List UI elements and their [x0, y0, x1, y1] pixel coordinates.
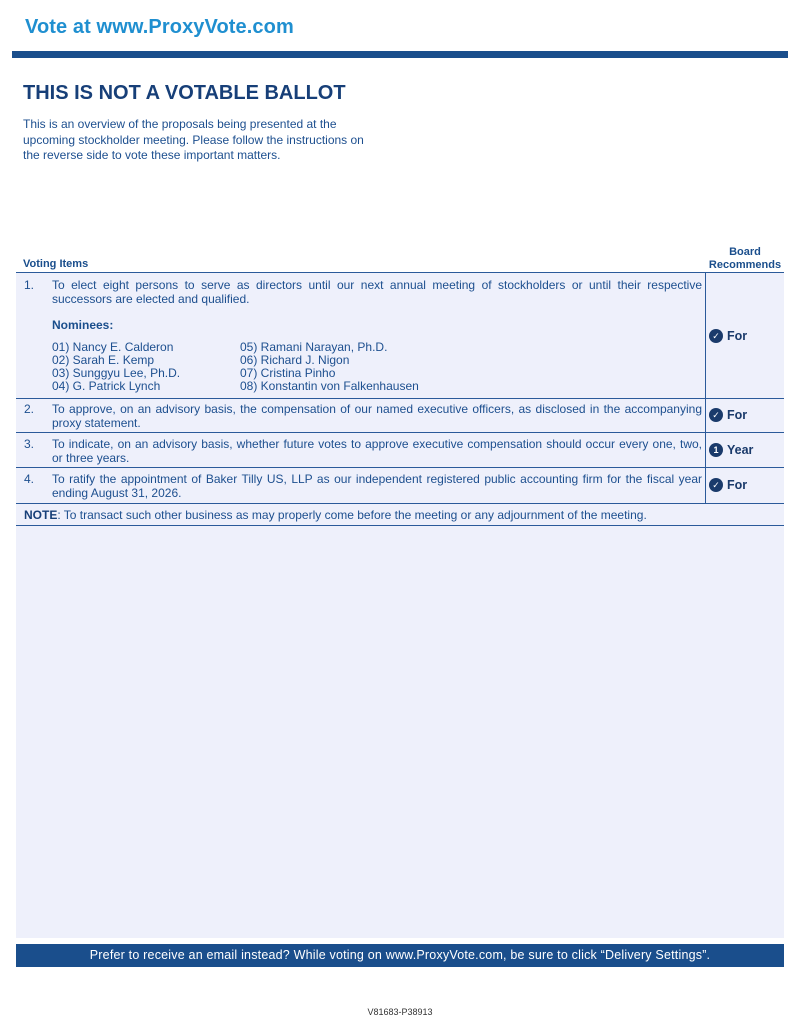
item-text: To ratify the appointment of Baker Tilly US, LLP as our independent registered public accounting firm for the fiscal year ending August 31, 2026. — [52, 472, 702, 500]
nominee: 04) G. Patrick Lynch — [52, 379, 161, 393]
item-number: 2. — [24, 402, 35, 416]
note-text — [24, 508, 647, 522]
nominees-label: Nominees: — [52, 318, 114, 332]
recommendation-label: For — [727, 329, 748, 343]
recommendation-label: For — [727, 478, 748, 492]
nominee: 02) Sarah E. Kemp — [52, 353, 155, 367]
check-icon: ✓ — [709, 408, 723, 422]
check-icon: ✓ — [709, 478, 723, 492]
item-text: To elect eight persons to serve as directors until our next annual meeting of stockholders or until their respective successors are elected and qualified. — [52, 278, 702, 306]
voting-items-header: Voting Items — [23, 258, 89, 270]
document-code: V81683-P38913 — [367, 1007, 433, 1017]
table-divider — [16, 503, 784, 504]
recommendation-item-1 — [709, 329, 747, 343]
item-text: To indicate, on an advisory basis, whether future votes to approve executive compensation should occur every one, two, or three years. — [52, 437, 702, 465]
check-icon: ✓ — [709, 329, 723, 343]
board-header-line: Board — [729, 246, 761, 258]
recommendation-item-3 — [709, 443, 753, 457]
intro-line: the reverse side to vote these important matters. — [23, 148, 281, 162]
one-icon: 1 — [709, 443, 723, 457]
intro-line: This is an overview of the proposals being presented at the — [23, 117, 337, 131]
table-divider — [16, 467, 784, 468]
board-recommends-header — [700, 246, 790, 272]
recommendation-label: Year — [727, 443, 754, 457]
recommendation-item-4 — [709, 478, 747, 492]
recommendation-item-2 — [709, 408, 747, 422]
nominee: 07) Cristina Pinho — [240, 366, 336, 380]
item-number: 4. — [24, 472, 35, 486]
board-header-line: Recommends — [708, 259, 782, 271]
recommendation-column-divider — [705, 272, 706, 503]
ballot-intro — [23, 117, 403, 164]
item-number: 1. — [24, 278, 35, 292]
note-body: : To transact such other business as may properly come before the meeting or any adjournment of the meeting. — [57, 508, 647, 522]
table-divider — [16, 525, 784, 526]
nominee: 03) Sunggyu Lee, Ph.D. — [52, 366, 181, 380]
item-number: 3. — [24, 437, 35, 451]
nominee: 08) Konstantin von Falkenhausen — [240, 379, 419, 393]
recommendation-label: For — [727, 408, 748, 422]
nominee: 01) Nancy E. Calderon — [52, 340, 174, 354]
table-divider — [16, 432, 784, 433]
ballot-title: THIS IS NOT A VOTABLE BALLOT — [23, 82, 346, 104]
table-divider — [16, 398, 784, 399]
proxyvote-header-title: Vote at www.ProxyVote.com — [25, 16, 294, 38]
header-divider-bar — [12, 51, 788, 58]
item-text: To approve, on an advisory basis, the compensation of our named executive officers, as disclosed in the accompanying proxy statement. — [52, 402, 702, 430]
note-label: NOTE — [24, 508, 58, 522]
nominee: 06) Richard J. Nigon — [240, 353, 350, 367]
table-divider — [16, 272, 784, 273]
intro-line: upcoming stockholder meeting. Please follow the instructions on — [23, 132, 364, 147]
delivery-settings-banner: Prefer to receive an email instead? While voting on www.ProxyVote.com, be sure to click “Delivery Settings”. — [16, 944, 784, 967]
nominee: 05) Ramani Narayan, Ph.D. — [240, 340, 388, 354]
